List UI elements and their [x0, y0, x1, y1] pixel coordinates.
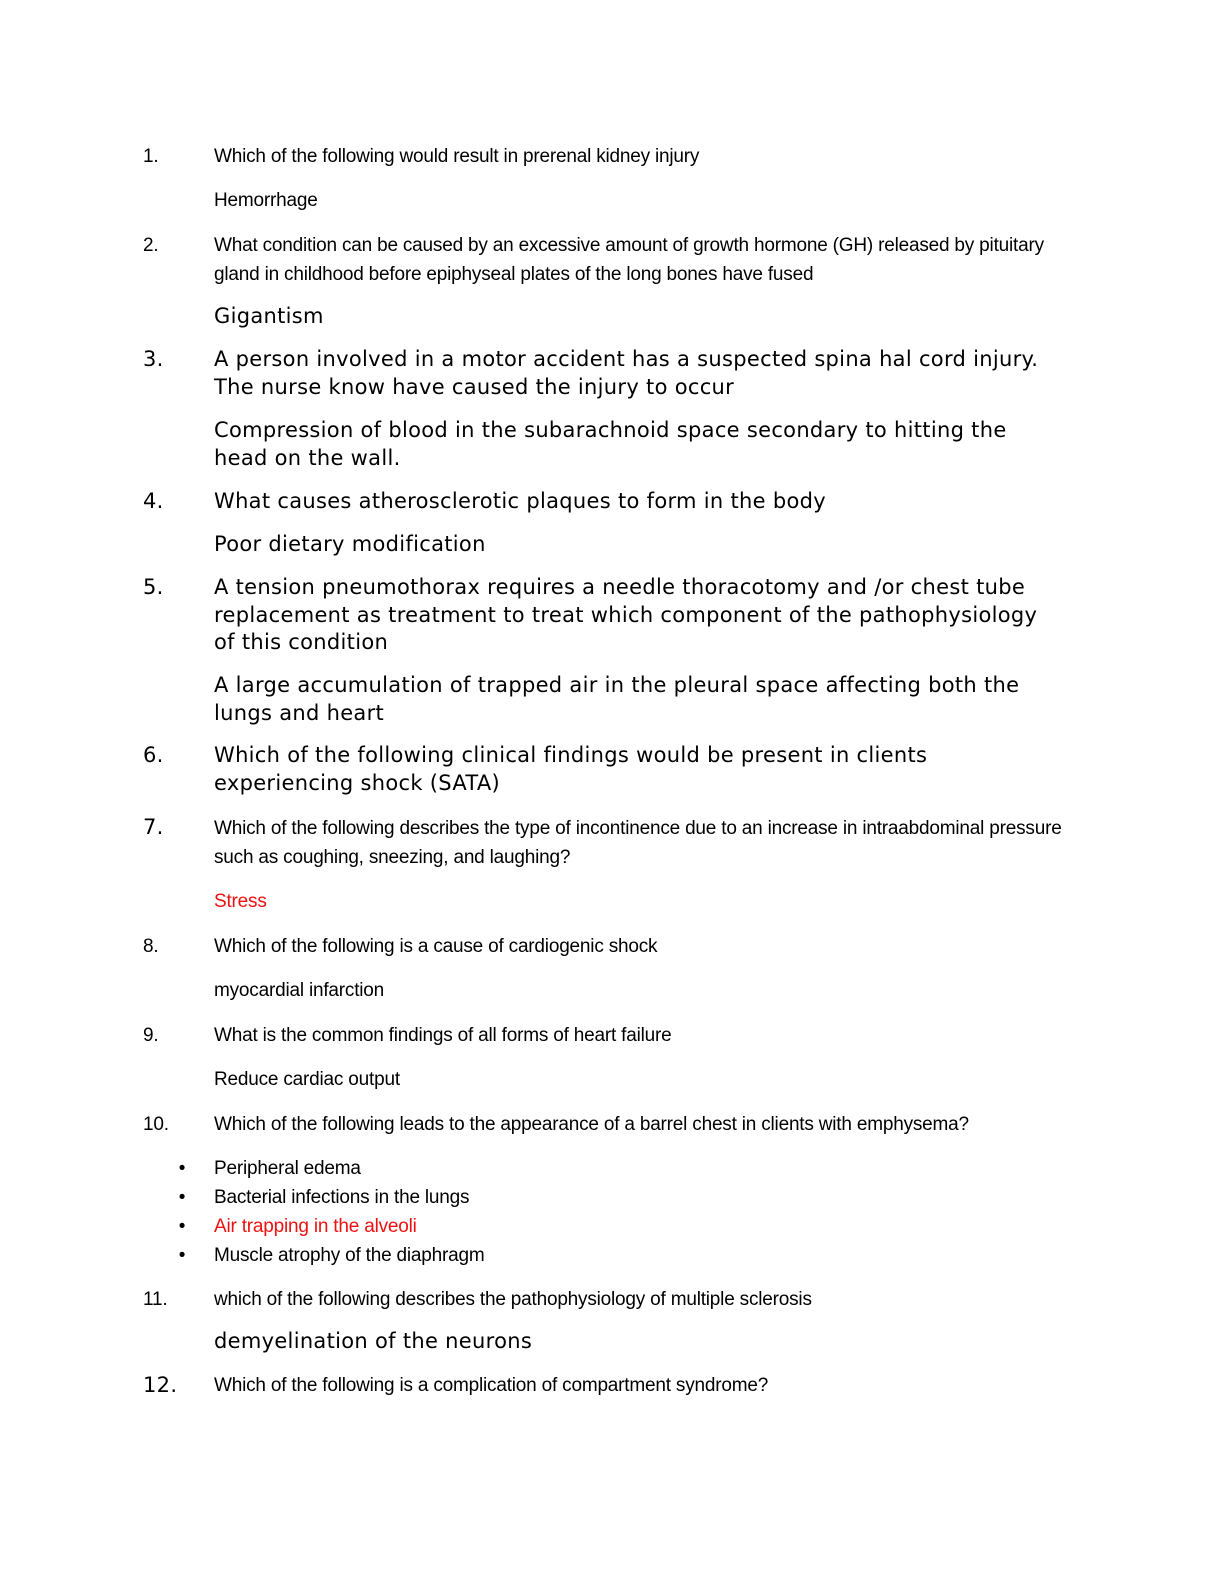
bullet-icon: • [178, 1216, 186, 1237]
answer-text: A large accumulation of trapped air in the pleural space affecting both the lungs and heart [214, 673, 1027, 725]
answer-text: Reduce cardiac output [214, 1069, 400, 1090]
question-text: What is the common findings of all forms of heart failure [214, 1025, 672, 1046]
question-text: Which of the following clinical findings would be present in clients experiencing shock (SATA) [214, 743, 935, 795]
answer-text: myocardial infarction [214, 980, 385, 1001]
answer-text: Compression of blood in the subarachnoid space secondary to hitting the head on the wall. [214, 418, 1014, 470]
question-number: 3. [143, 347, 164, 371]
answer-text: Hemorrhage [214, 190, 318, 211]
question-number: 8. [143, 936, 159, 957]
question-number: 12. [143, 1373, 178, 1397]
question-text: What condition can be caused by an excessive amount of growth hormone (GH) released by pituitary gland in childhood before epiphyseal plates of the long bones have fused [214, 235, 1050, 285]
question-number: 4. [143, 489, 164, 513]
question-number: 11. [143, 1289, 168, 1310]
question-text: Which of the following is a cause of cardiogenic shock [214, 936, 658, 957]
question-text: which of the following describes the pathophysiology of multiple sclerosis [214, 1289, 812, 1310]
option-text: Muscle atrophy of the diaphragm [214, 1245, 485, 1266]
option-text: Bacterial infections in the lungs [214, 1187, 470, 1208]
question-text: What causes atherosclerotic plaques to form in the body [214, 489, 826, 513]
option-text-highlighted: Air trapping in the alveoli [214, 1216, 417, 1237]
answer-text: demyelination of the neurons [214, 1329, 533, 1353]
question-number: 9. [143, 1025, 159, 1046]
answer-text: Poor dietary modification [214, 532, 486, 556]
answer-text-highlighted: Stress [214, 891, 267, 912]
answer-text: Gigantism [214, 304, 324, 328]
question-number: 2. [143, 235, 159, 256]
question-number: 7. [143, 815, 164, 839]
bullet-icon: • [178, 1187, 186, 1208]
question-number: 10. [143, 1114, 169, 1135]
question-text: Which of the following leads to the appearance of a barrel chest in clients with emphysema? [214, 1114, 969, 1135]
question-text: Which of the following would result in prerenal kidney injury [214, 146, 700, 167]
question-text: A tension pneumothorax requires a needle thoracotomy and /or chest tube replacement as treatment to treat which component of the pathophysiology of this condition [214, 575, 1045, 654]
question-text: Which of the following is a complication of compartment syndrome? [214, 1375, 769, 1396]
question-text: Which of the following describes the type of incontinence due to an increase in intraabdominal pressure such as coughing, sneezing, and laughing? [214, 818, 1067, 868]
bullet-icon: • [178, 1158, 186, 1179]
question-number: 1. [143, 146, 159, 167]
question-number: 5. [143, 575, 164, 599]
question-number: 6. [143, 743, 164, 767]
question-text: A person involved in a motor accident has a suspected spina hal cord injury. The nurse know have caused the injury to occur [214, 347, 1046, 399]
option-text: Peripheral edema [214, 1158, 361, 1179]
bullet-icon: • [178, 1245, 186, 1266]
